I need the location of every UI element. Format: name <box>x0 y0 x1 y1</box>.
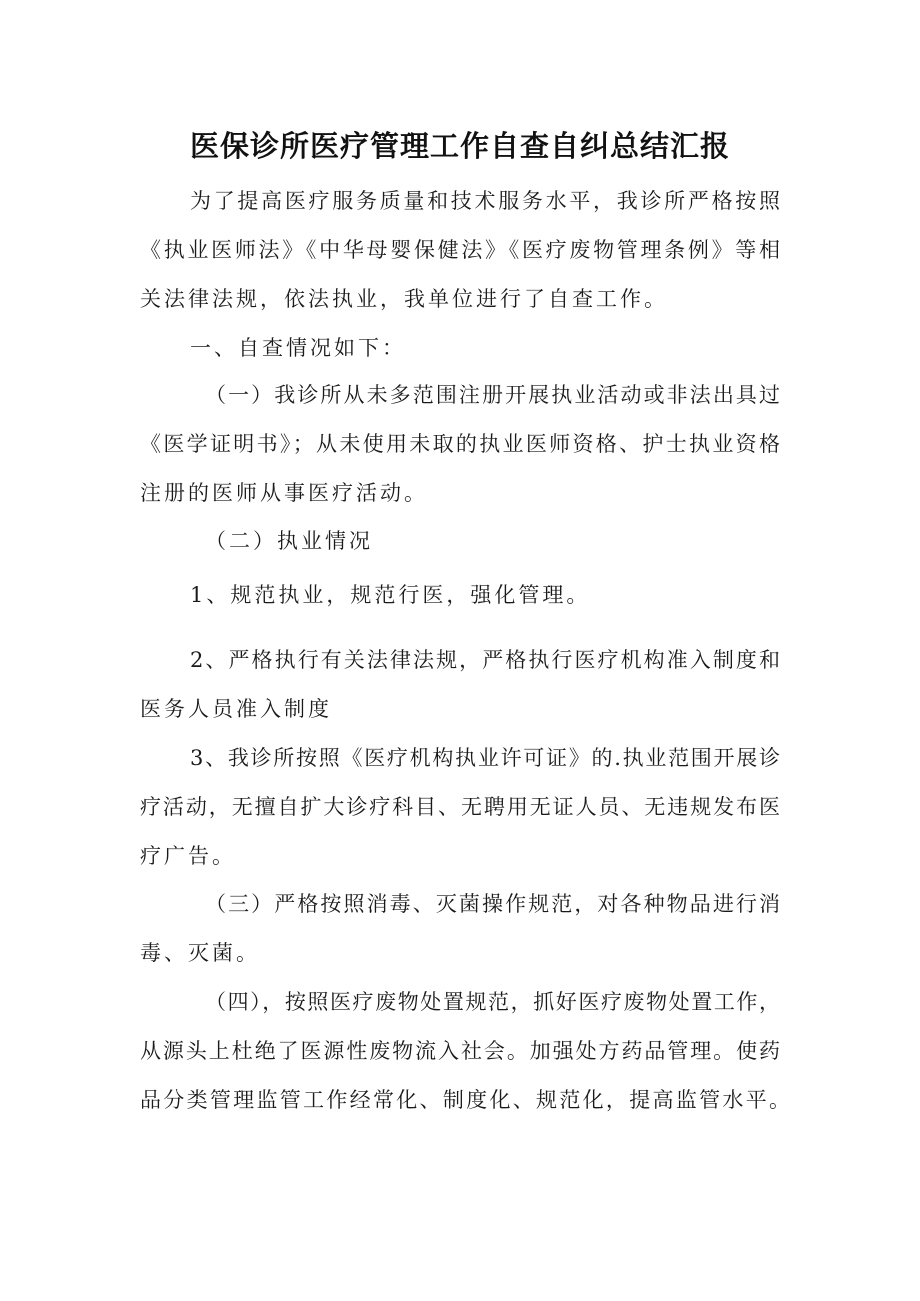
paragraph-line: 注册的医师从事医疗活动。 <box>140 481 428 505</box>
paragraph-line: 2、严格执行有关法律法规，严格执行医疗机构准入制度和 <box>190 648 780 672</box>
paragraph-line: 品分类管理监管工作经常化、制度化、规范化，提高监管水平。 <box>140 1088 790 1112</box>
paragraph-line: 1、规范执业，规范行医，强化管理。 <box>190 583 591 607</box>
section-heading: 一、自查情况如下： <box>190 336 406 360</box>
paragraph-line: 从源头上杜绝了医源性废物流入社会。加强处方药品管理。使药 <box>140 1039 780 1063</box>
paragraph-line: 关法律法规，依法执业，我单位进行了自查工作。 <box>140 287 668 311</box>
paragraph-line: 《执业医师法》《中华母婴保健法》《医疗废物管理条例》等相 <box>140 238 780 262</box>
paragraph-line: 毒、灭菌。 <box>140 941 260 965</box>
paragraph-line: 疗活动，无擅自扩大诊疗科目、无聘用无证人员、无违规发布医 <box>140 795 780 819</box>
paragraph-line: 为了提高医疗服务质量和技术服务水平，我诊所严格按照 <box>190 189 780 213</box>
paragraph-line: 3、我诊所按照《医疗机构执业许可证》的.执业范围开展诊 <box>190 746 780 770</box>
paragraph-line: （三）严格按照消毒、灭菌操作规范，对各种物品进行消 <box>205 892 780 916</box>
subsection-heading: （二）执业情况 <box>205 529 373 553</box>
paragraph-line: 《医学证明书》；从未使用未取的执业医师资格、护士执业资格 <box>140 432 780 456</box>
document-title: 医保诊所医疗管理工作自查自纠总结汇报 <box>189 129 730 163</box>
paragraph-line: 疗广告。 <box>140 844 236 868</box>
paragraph-line: 医务人员准入制度 <box>140 697 332 721</box>
paragraph-line: （一）我诊所从未多范围注册开展执业活动或非法出具过 <box>205 383 780 407</box>
paragraph-line: （四），按照医疗废物处置规范，抓好医疗废物处置工作， <box>205 990 780 1014</box>
